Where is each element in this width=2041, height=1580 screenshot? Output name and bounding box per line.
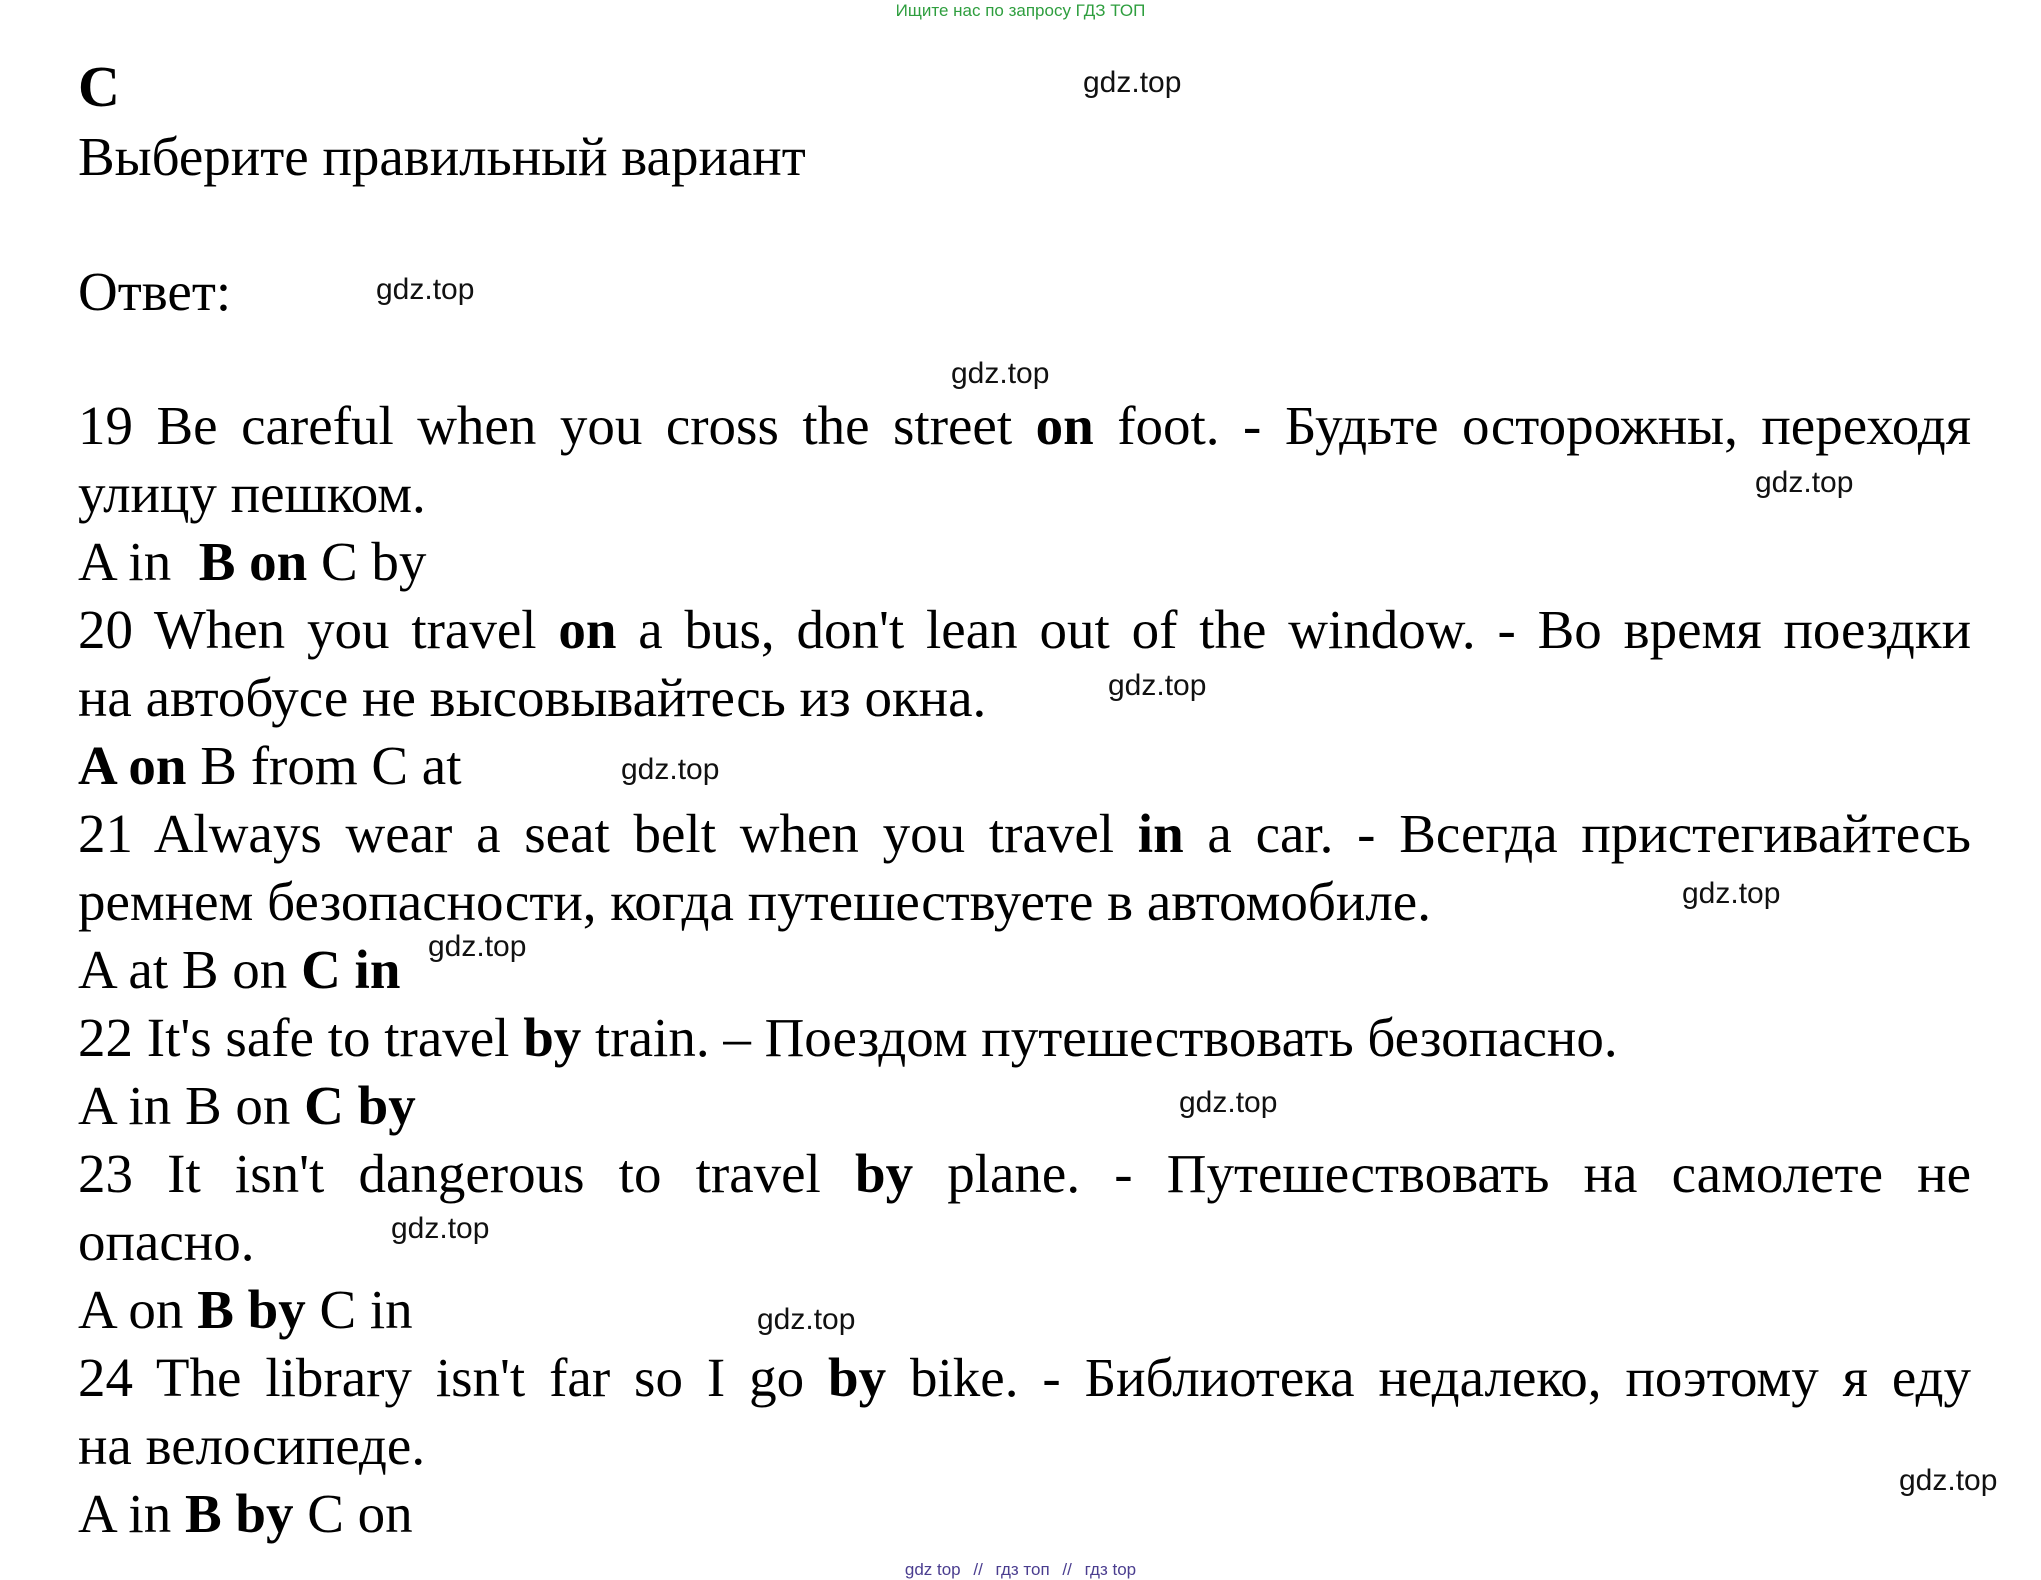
text-line — [78, 1412, 1971, 1480]
footer-item[interactable]: гдз top — [1084, 1560, 1137, 1579]
text-fragment: C in — [305, 1279, 413, 1340]
text-fragment: 19 Be careful when you cross the street — [78, 395, 1036, 456]
text-fragment: C on — [293, 1483, 413, 1544]
answer-highlight: by — [523, 1007, 582, 1068]
answer-highlight: C by — [304, 1075, 416, 1136]
text-line — [78, 936, 1971, 1004]
text-line — [78, 1004, 1971, 1072]
answer-highlight: B on — [198, 531, 308, 592]
task-title: Выберите правильный вариант — [78, 126, 806, 187]
answer-content — [78, 392, 1971, 1548]
text-line — [78, 1480, 1971, 1548]
text-line — [78, 664, 1971, 732]
text-line — [78, 460, 1971, 528]
text-fragment: foot. - Будьте осторожны, переходя — [1093, 395, 1971, 456]
text-line — [78, 1072, 1971, 1140]
footer-separator: // — [973, 1560, 983, 1579]
section-letter: C — [78, 54, 120, 119]
text-fragment: A on — [78, 1279, 198, 1340]
top-banner: Ищите нас по запросу ГДЗ ТОП — [895, 1, 1146, 20]
answer-label: Ответ: — [78, 261, 232, 322]
watermark: gdz.top — [376, 273, 475, 306]
answer-highlight: in — [1137, 803, 1184, 864]
watermark: gdz.top — [1755, 466, 1854, 499]
watermark: gdz.top — [621, 753, 720, 786]
text-fragment: ремнем безопасности, когда путешествуете в автомобиле. — [78, 871, 1431, 932]
text-fragment: улицу пешком. — [78, 463, 426, 524]
text-fragment: bike. - Библиотека недалеко, поэтому я еду — [886, 1347, 1971, 1408]
watermark: gdz.top — [1083, 66, 1182, 99]
text-fragment: опасно. — [78, 1211, 255, 1272]
answer-highlight: B by — [184, 1483, 294, 1544]
answer-highlight: by — [854, 1143, 914, 1204]
text-line — [78, 732, 1971, 800]
watermark: gdz.top — [391, 1212, 490, 1245]
text-line — [78, 392, 1971, 460]
text-fragment: C by — [307, 531, 427, 592]
text-fragment: train. – Поездом путешествовать безопасно. — [581, 1007, 1618, 1068]
footer-item[interactable]: gdz top — [904, 1560, 961, 1579]
text-fragment: 22 It's safe to travel — [78, 1007, 524, 1068]
answer-highlight: on — [1035, 395, 1094, 456]
text-fragment: 24 The library isn't far so I go — [78, 1347, 828, 1408]
answer-highlight: B by — [197, 1279, 306, 1340]
text-line — [78, 1344, 1971, 1412]
text-fragment: на велосипеде. — [78, 1415, 426, 1476]
text-fragment: A in — [78, 1483, 185, 1544]
watermark: gdz.top — [757, 1303, 856, 1336]
text-fragment: plane. - Путешествовать на самолете не — [913, 1143, 1971, 1204]
text-fragment: a bus, don't lean out of the window. - Во время поездки — [616, 599, 1972, 660]
text-fragment: B from C at — [186, 735, 462, 796]
text-fragment: 20 When you travel — [78, 599, 559, 660]
text-line — [78, 1208, 1971, 1276]
text-fragment: a car. - Всегда пристегивайтесь — [1183, 803, 1971, 864]
text-fragment: A at B on — [78, 939, 302, 1000]
text-line — [78, 800, 1971, 868]
answer-highlight: on — [558, 599, 617, 660]
text-fragment: 21 Always wear a seat belt when you travel — [78, 803, 1138, 864]
watermark: gdz.top — [951, 357, 1050, 390]
text-line — [78, 596, 1971, 664]
answer-highlight: A on — [78, 735, 187, 796]
text-fragment: 23 It isn't dangerous to travel — [78, 1143, 855, 1204]
footer-item[interactable]: гдз топ — [995, 1560, 1050, 1579]
answer-highlight: by — [828, 1347, 887, 1408]
footer-links — [0, 1560, 2041, 1580]
text-line — [78, 1140, 1971, 1208]
answer-highlight: C in — [301, 939, 401, 1000]
watermark: gdz.top — [1899, 1464, 1998, 1497]
text-fragment: на автобусе не высовывайтесь из окна. — [78, 667, 987, 728]
watermark: gdz.top — [1108, 669, 1207, 702]
watermark: gdz.top — [1682, 877, 1781, 910]
watermark: gdz.top — [428, 930, 527, 963]
watermark: gdz.top — [1179, 1086, 1278, 1119]
text-line — [78, 1276, 1971, 1344]
footer-separator: // — [1062, 1560, 1072, 1579]
text-fragment: A in — [78, 531, 199, 592]
text-line — [78, 528, 1971, 596]
text-fragment: A in B on — [78, 1075, 305, 1136]
